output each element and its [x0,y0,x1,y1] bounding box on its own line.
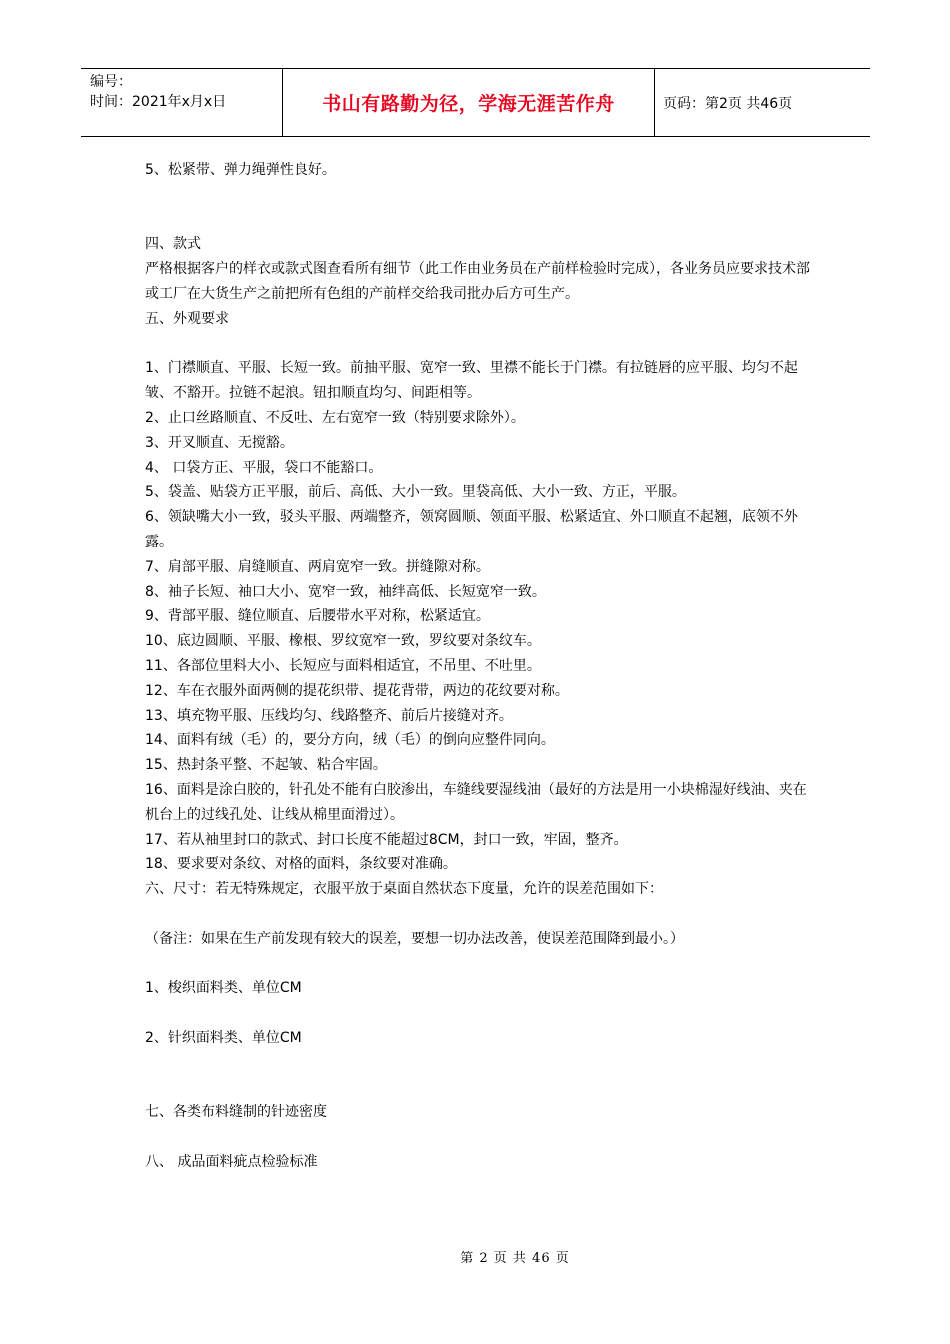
note: （备注：如果在生产前发现有较大的误差，要想一切办法改善，使误差范围降到最小。） [145,930,684,947]
page-footer [0,1247,950,1266]
list-item: 2、针织面料类、单位CM [145,1029,302,1046]
list-item: 12、车在衣服外面两侧的提花织带、提花背带，两边的花纹要对称。 [145,682,569,699]
list-item: 11、各部位里料大小、长短应与面料相适宜，不吊里、不吐里。 [145,657,541,674]
section-heading: 六、尺寸：若无特殊规定，衣服平放于桌面自然状态下度量，允许的误差范围如下： [145,881,663,898]
list-item: 17、若从袖里封口的款式、封口长度不能超过8CM，封口一致，牢固，整齐。 [145,831,628,848]
list-item: 7、肩部平服、肩缝顺直、两肩宽窄一致。拼缝隙对称。 [145,558,490,575]
header-motto: 书山有路勤为径，学海无涯苦作舟 [282,69,655,136]
list-item: 15、热封条平整、不起皱、粘合牢固。 [145,757,387,774]
list-item: 9、背部平服、缝位顺直、后腰带水平对称，松紧适宜。 [145,608,490,625]
list-item: 18、要求要对条纹、对格的面料，条纹要对准确。 [145,856,457,873]
list-item: 3、开叉顺直、无搅豁。 [145,434,294,451]
section-heading: 七、各类布料缝制的针迹密度 [145,1104,327,1121]
list-item: 13、填充物平服、压线均匀、线路整齐、前后片接缝对齐。 [145,707,513,724]
list-item: 4、 口袋方正、平服，袋口不能豁口。 [145,459,383,476]
footer-page-number: 第 2 页 共 46 页 [460,1251,570,1266]
section-heading: 八、 成品面料疵点检验标准 [145,1153,318,1170]
list-item: 8、袖子长短、袖口大小、宽窄一致，袖绊高低、长短宽窄一致。 [145,583,546,600]
section-heading: 四、款式 [145,236,201,253]
header-page-info: 页码：第2页 共46页 [663,95,793,112]
list-item: 16、面料是涂白胶的，针孔处不能有白胶渗出，车缝线要湿线油（最好的方法是用一小块棉湿好线油、夹在机台上的过线孔处、让线从棉里面滑过）。 [145,781,807,823]
paragraph: 5、松紧带、弹力绳弹性良好。 [145,162,336,178]
list-item: 1、梭织面料类、单位CM [145,980,302,997]
list-item: 10、底边圆顺、平服、橡根、罗纹宽窄一致，罗纹要对条纹车。 [145,633,541,650]
list-item: 14、面料有绒（毛）的，要分方向，绒（毛）的倒向应整件同向。 [145,732,555,749]
paragraph: 严格根据客户的样衣或款式图查看所有细节（此工作由业务员在产前样检验时完成），各业务员应要求技术部或工厂在大货生产之前把所有色组的产前样交给我司批办后方可生产。 [145,261,810,302]
section-heading: 五、外观要求 [145,310,229,327]
list-item: 5、袋盖、贴袋方正平服，前后、高低、大小一致。里袋高低、大小一致、方正，平服。 [145,484,686,501]
document-number-label: 编号： [90,74,132,90]
list-item: 6、领缺嘴大小一致，驳头平服、两端整齐，领窝圆顺、领面平服、松紧适宜、外口顺直不起翘，底领不外露。 [145,509,798,550]
document-body [145,158,815,1175]
list-item: 1、门襟顺直、平服、长短一致。前抽平服、宽窄一致、里襟不能长于门襟。有拉链唇的应平服、均匀不起皱、不豁开。拉链不起浪。钮扣顺直均匀、间距相等。 [145,360,798,402]
list-item: 2、止口丝路顺直、不反吐、左右宽窄一致（特别要求除外）。 [145,409,525,426]
header-left-cell [81,69,282,136]
page-header [81,68,870,137]
document-date: 时间：2021年x月x日 [90,94,227,110]
